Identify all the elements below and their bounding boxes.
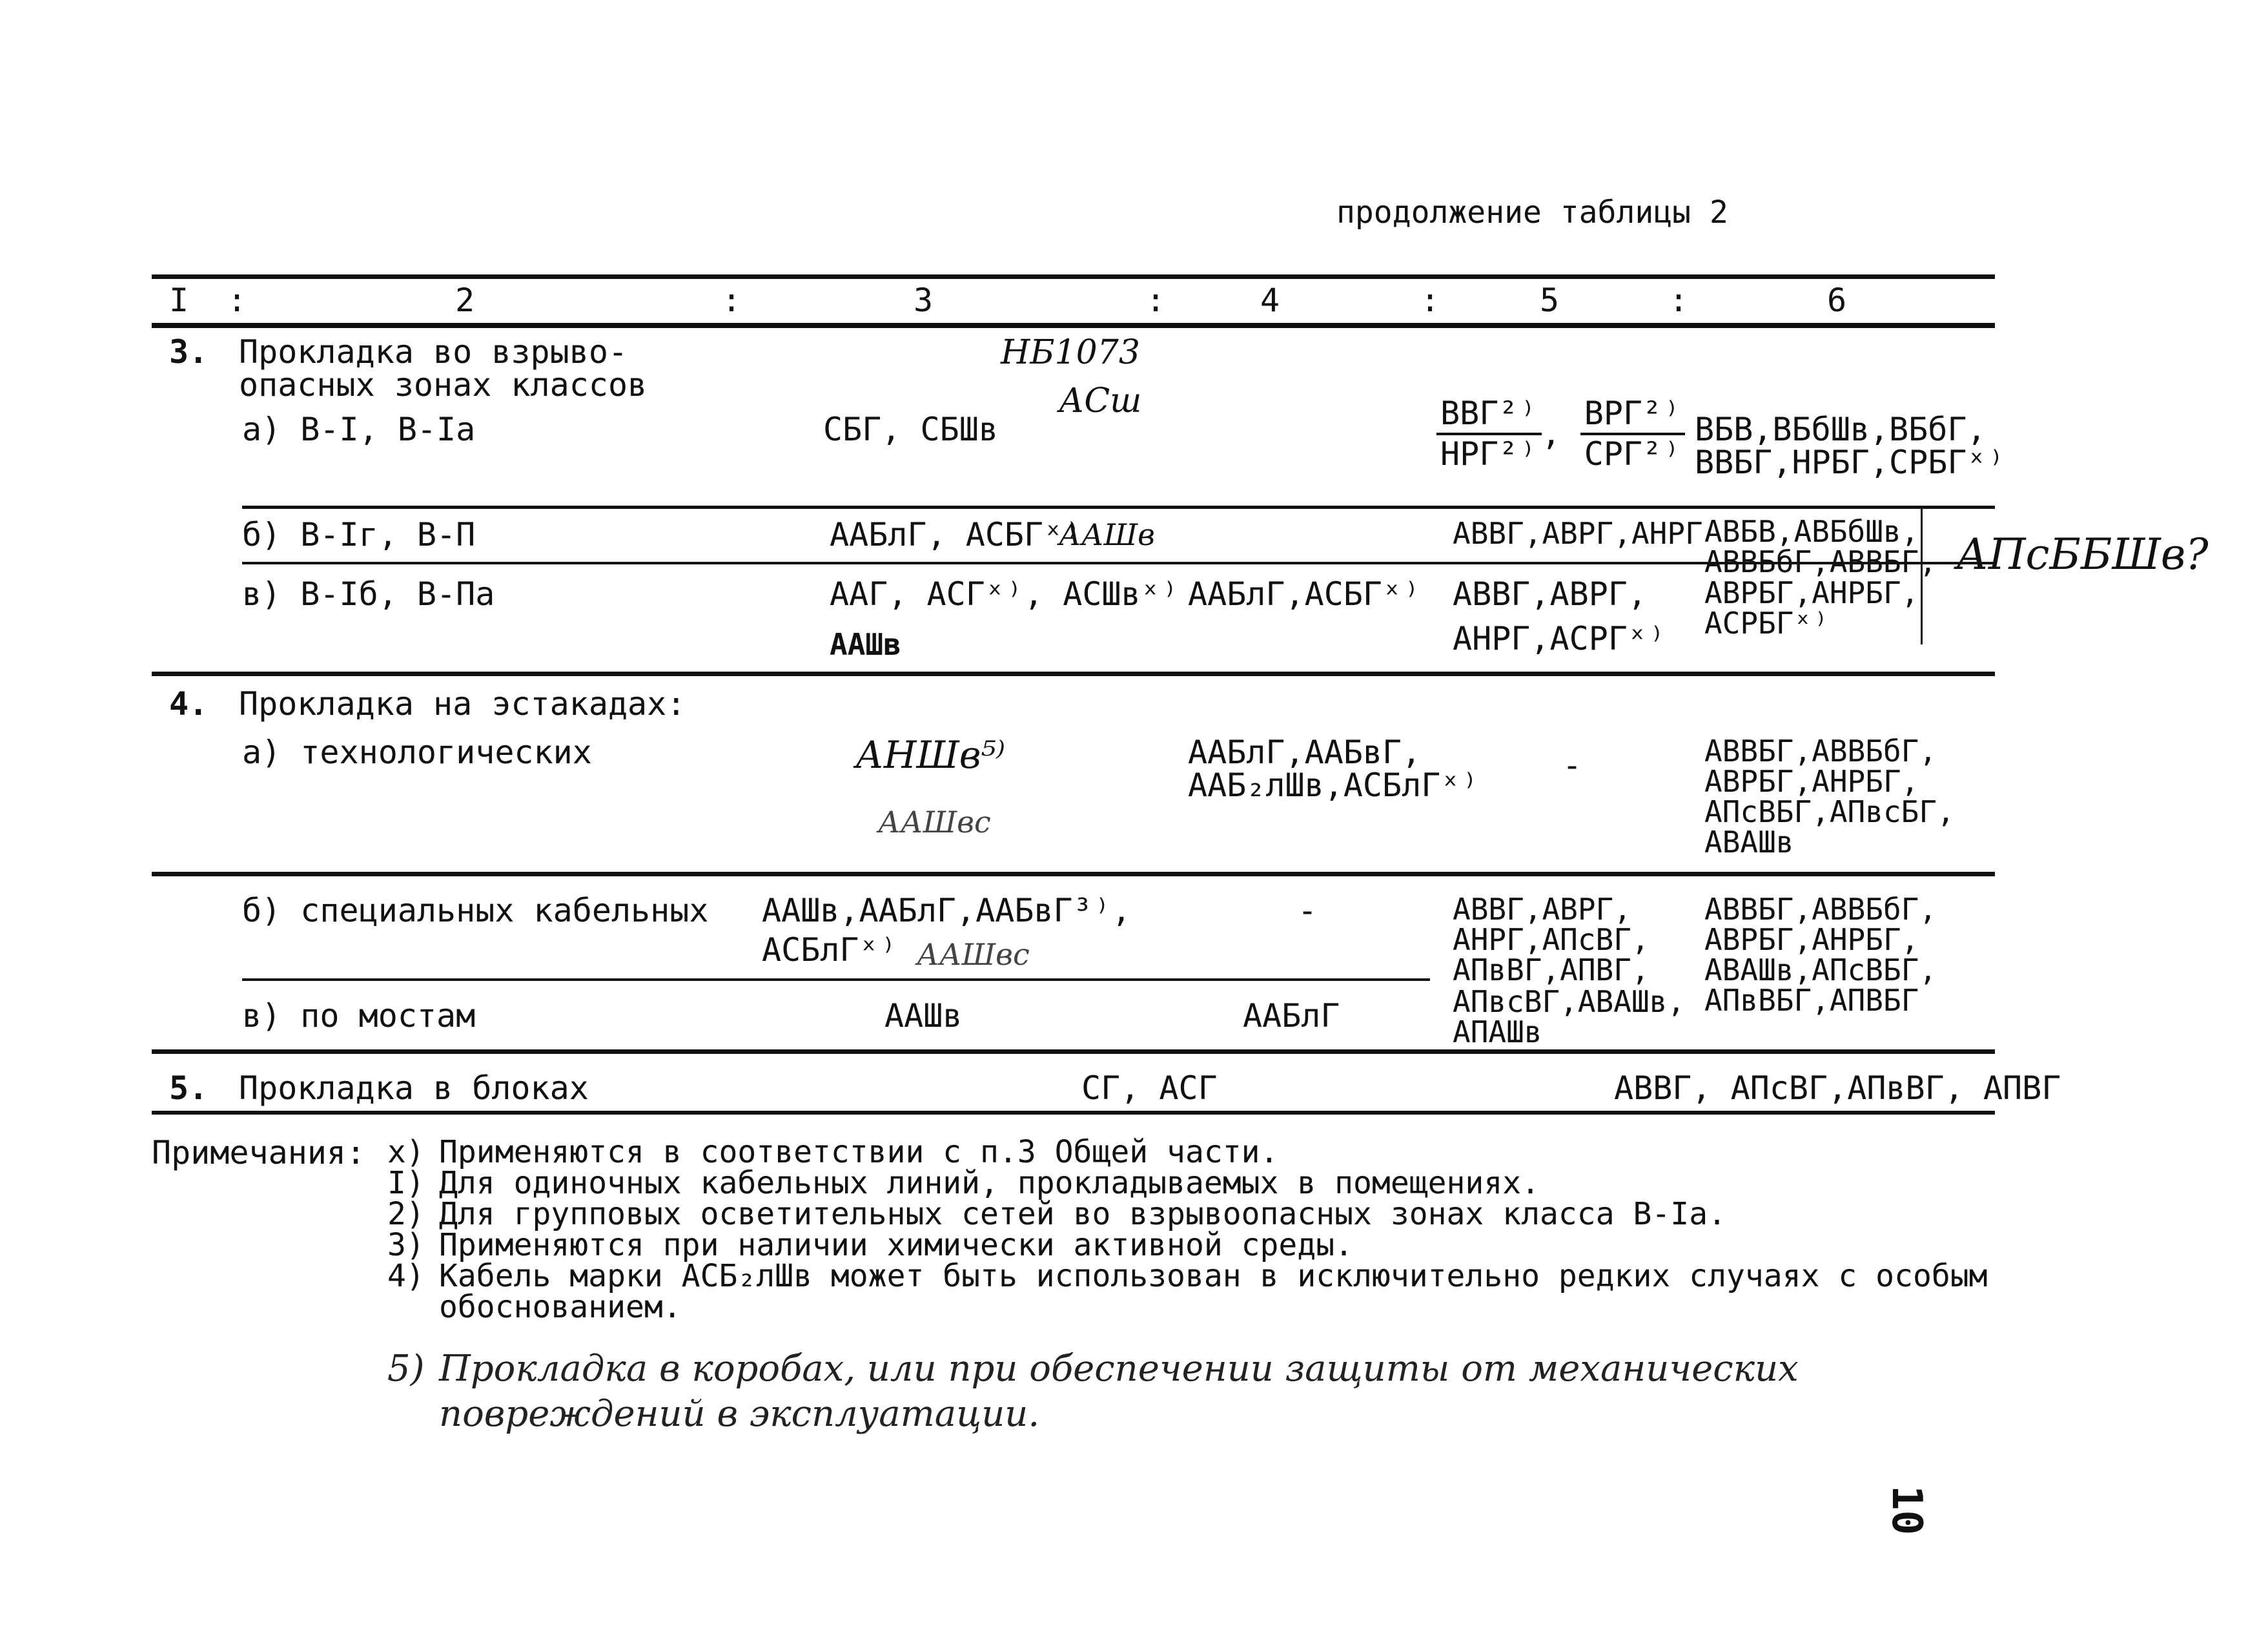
cell-col6: АВБВ,АВБбШв, АВВБбГ,АВВБГ,: [1704, 514, 1937, 579]
handwritten-note: АНШв⁵⁾: [855, 733, 1005, 777]
col-header-6: 6: [1827, 282, 1847, 319]
cell-col5-fractions: $\frac{\text{ВВГ²⁾}}{\text{НРГ²⁾}}$ , $\frac{\text{ВРГ²⁾}}{\text{СРГ²⁾}}$: [1436, 397, 1685, 471]
cell-col4: -: [1298, 892, 1318, 929]
cell-col5: АВВГ,АВРГ, АНРГ,АСРГˣ⁾: [1453, 575, 1667, 657]
cell-col5: АПвсВГ,АВАШв, АПАШв: [1453, 984, 1686, 1049]
cell-col3: ААГ, АСГˣ⁾, АСШвˣ⁾: [830, 575, 1180, 613]
col-sep: :: [1420, 282, 1440, 319]
rule-4c: [242, 978, 1430, 981]
col-header-3: 3: [914, 282, 934, 319]
cell-col5: -: [1562, 747, 1582, 784]
note-item: 4) Кабель марки АСБ₂лШв может быть использован в исключительно редких случаях с особым: [387, 1258, 1988, 1294]
rule-3b: [242, 506, 1995, 509]
handwritten-note: ААШвс: [878, 805, 991, 840]
subrow-label: в) В-Iб, В-Па: [242, 575, 495, 613]
col-header-2: 2: [455, 282, 475, 319]
rule-bottom: [152, 1111, 1995, 1115]
rule-4: [152, 672, 1995, 676]
notes-label: Примечания:: [152, 1134, 366, 1171]
rule-5: [152, 1049, 1995, 1054]
note-item: x) Применяются в соответствии с п.3 Общей части.: [387, 1134, 1279, 1170]
rule-top: [152, 274, 1995, 279]
handwritten-footnote: 5) Прокладка в коробах, или при обеспечении защиты от механических повреждений в эксплуатации.: [387, 1348, 1799, 1435]
cell-col5: АВВГ,АВРГ, АНРГ,АПсВГ, АПвВГ,АПВГ,: [1453, 892, 1650, 987]
cell-col3: ААБлГ, АСБГˣ⁾: [830, 516, 1083, 553]
cell-col6: ВБВ,ВБбШв,ВБбГ, ВВБГ,НРБГ,СРБГˣ⁾: [1695, 411, 2006, 481]
note-item: обоснованием.: [439, 1289, 682, 1325]
handwritten-note: ААШв: [830, 627, 901, 662]
subrow-label: б) В-Iг, В-П: [242, 516, 476, 553]
col-header-1: I: [169, 282, 189, 319]
col-sep: :: [227, 282, 247, 319]
row-title: Прокладка в блоках: [239, 1069, 589, 1107]
cell-col6: АВВБГ,АВВБбГ, АВРБГ,АНРБГ, АПсВБГ,АПвсБГ, АВАШв: [1704, 734, 1955, 860]
handwritten-note: ААШв: [1059, 517, 1155, 552]
page-number: 10: [1883, 1485, 1930, 1536]
subrow-label: б) специальных кабельных: [242, 892, 709, 929]
handwritten-note: ААШвс: [917, 937, 1030, 972]
note-item: 3) Применяются при наличии химически активной среды.: [387, 1227, 1354, 1263]
rule-header: [152, 323, 1995, 328]
handwritten-note: АСш: [1059, 382, 1142, 420]
row-number: 3.: [169, 333, 209, 371]
cell-col3: ААШв,ААБлГ,ААБвГ³⁾, АСБлГˣ⁾: [762, 892, 1131, 969]
rule-4b: [152, 872, 1995, 876]
cell-col4: ААБлГ,АСБГˣ⁾: [1188, 575, 1422, 613]
table-caption: продолжение таблицы 2: [1336, 194, 1728, 231]
col-header-5: 5: [1540, 282, 1560, 319]
col-sep: :: [722, 282, 742, 319]
notes-list: [387, 1134, 1988, 1325]
row-title: Прокладка на эстакадах:: [239, 685, 686, 723]
cell-col4: ААБлГ: [1243, 997, 1340, 1035]
cell-col3: СБГ, СБШв: [823, 411, 998, 448]
row-title: Прокладка во взрыво- опасных зонах классов: [239, 333, 648, 404]
fraction: $\frac{\text{ВВГ²⁾}}{\text{НРГ²⁾}}$: [1436, 397, 1542, 471]
row-number: 5.: [169, 1069, 209, 1107]
cell-col4: ААБлГ,ААБвГ, ААБ₂лШв,АСБлГˣ⁾: [1188, 734, 1480, 804]
cell-col6: АВРБГ,АНРБГ, АСРБГˣ⁾: [1704, 575, 1919, 641]
cell-col6: АВВГ, АПсВГ,АПвВГ, АПВГ: [1614, 1069, 2061, 1107]
fraction: $\frac{\text{ВРГ²⁾}}{\text{СРГ²⁾}}$: [1580, 397, 1686, 471]
cell-col5: АВВГ,АВРГ,АНРГ: [1453, 516, 1703, 551]
col-header-4: 4: [1260, 282, 1280, 319]
col-sep: :: [1669, 282, 1689, 319]
subrow-label: а) В-I, В-Iа: [242, 411, 476, 448]
cell-col3: СГ, АСГ: [1081, 1069, 1218, 1107]
row-number: 4.: [169, 685, 209, 723]
margin-handwritten-note: АПсББШв?: [1956, 530, 2209, 579]
cell-col3: ААШв: [884, 997, 963, 1035]
note-item: 2) Для групповых осветительных сетей во взрывоопасных зонах класса В-Iа.: [387, 1196, 1726, 1232]
cell-col6: АВВБГ,АВВБбГ, АВРБГ,АНРБГ, АВАШв,АПсВБГ, АПвВБГ,АПВБГ: [1704, 892, 1937, 1018]
subrow-label: в) по мостам: [242, 997, 476, 1035]
subrow-label: а) технологических: [242, 734, 592, 771]
note-item: I) Для одиночных кабельных линий, прокладываемых в помещениях.: [387, 1165, 1540, 1201]
handwritten-note: НБ1073: [1001, 333, 1140, 372]
col-sep: :: [1146, 282, 1166, 319]
